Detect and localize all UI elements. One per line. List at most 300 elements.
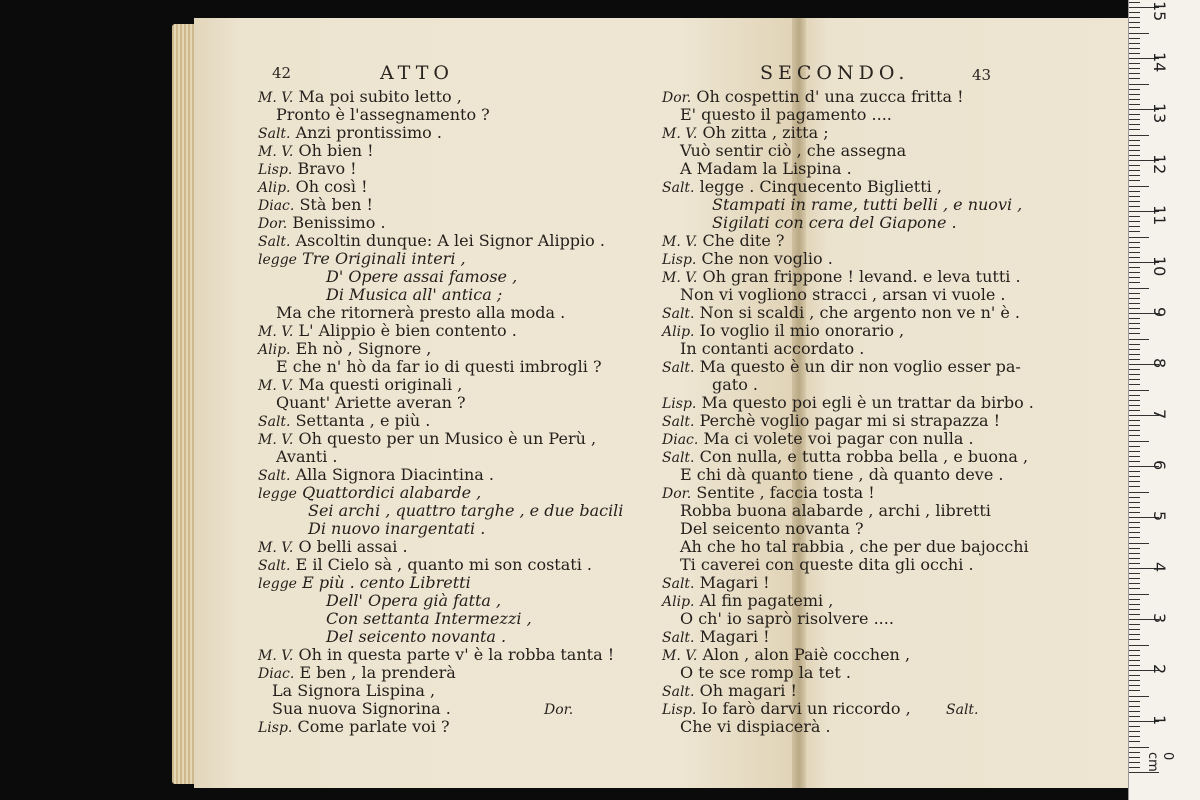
line-text: Pronto è l'assegnamento ?: [276, 105, 490, 124]
ruler-tick: [1129, 451, 1140, 452]
ruler-tick: [1129, 63, 1140, 64]
line-text: E' questo il pagamento ....: [680, 105, 892, 124]
line-text: Sua nuova Signorina .: [272, 699, 451, 718]
line-text: E chi dà quanto tiene , dà quanto deve .: [680, 465, 1004, 484]
ruler-number: 8: [1150, 358, 1169, 369]
ruler-tick: [1129, 68, 1140, 69]
line-text: Sentite , faccia tosta !: [696, 483, 875, 502]
line-text: Che vi dispiacerà .: [680, 717, 831, 736]
ruler-tick: [1129, 522, 1140, 523]
text-line: [712, 376, 758, 394]
text-line: [258, 718, 450, 737]
ruler-tick: [1129, 537, 1140, 538]
ruler-tick: [1129, 186, 1149, 187]
speaker-label: legge: [258, 576, 297, 592]
ruler-tick: [1129, 298, 1140, 299]
text-line: [680, 286, 1006, 304]
ruler-tick: [1129, 94, 1140, 95]
line-text: legge . Cinquecento Biglietti ,: [699, 177, 942, 196]
speaker-label: Lisp.: [662, 396, 697, 412]
speaker-label: Salt.: [662, 180, 695, 196]
ruler-tick: [1129, 379, 1140, 380]
ruler-tick: [1129, 384, 1140, 385]
ruler-number: 14: [1150, 52, 1169, 73]
speaker-label: Lisp.: [258, 162, 293, 178]
right-catchword: Salt.: [946, 702, 979, 718]
left-catchword: Dor.: [544, 702, 574, 718]
line-text: Oh cospettin d' una zucca fritta !: [696, 87, 964, 106]
ruler-tick: [1129, 553, 1140, 554]
speaker-label: M. V.: [662, 648, 698, 664]
line-text: Ma poi subito letto ,: [298, 87, 462, 106]
speaker-label: Lisp.: [258, 720, 293, 736]
speaker-label: M. V.: [258, 378, 294, 394]
ruler-tick: [1129, 405, 1140, 406]
speaker-label: Diac.: [662, 432, 699, 448]
ruler-tick: [1129, 323, 1140, 324]
ruler-tick: [1129, 435, 1140, 436]
ruler-tick: [1129, 599, 1140, 600]
line-text: Magari !: [699, 573, 770, 592]
ruler-tick: [1129, 99, 1140, 100]
speaker-label: Alip.: [662, 594, 695, 610]
ruler-tick: [1129, 532, 1140, 533]
ruler-tick: [1129, 527, 1140, 528]
ruler-tick: [1129, 33, 1149, 34]
line-text: Di nuovo inargentati .: [308, 519, 486, 538]
text-line: [276, 394, 466, 412]
speaker-label: Dor.: [662, 90, 692, 106]
line-text: In contanti accordato .: [680, 339, 865, 358]
ruler-tick: [1129, 354, 1140, 355]
ruler-tick: [1129, 588, 1140, 589]
line-text: Bravo !: [297, 159, 357, 178]
ruler-number: 15: [1150, 1, 1169, 22]
text-line: [276, 358, 602, 376]
ruler-number: 11: [1150, 205, 1169, 226]
right-page-number: 43: [972, 66, 992, 84]
text-line: [680, 142, 906, 160]
text-line: [680, 340, 864, 358]
line-text: Con nulla, e tutta robba bella , e buona ,: [699, 447, 1029, 466]
ruler-number: 2: [1150, 664, 1169, 675]
ruler-tick: [1129, 359, 1140, 360]
ruler-tick: [1129, 282, 1140, 283]
speaker-label: M. V.: [258, 324, 294, 340]
line-text: Ma che ritornerà presto alla moda .: [276, 303, 566, 322]
ruler-tick: [1129, 665, 1140, 666]
ruler-tick: [1129, 629, 1140, 630]
ruler-tick: [1129, 507, 1140, 508]
line-text: Vuò sentir ciò , che assegna: [680, 141, 907, 160]
ruler-tick: [1129, 247, 1140, 248]
ruler-tick: [1129, 690, 1140, 691]
ruler-tick: [1129, 741, 1140, 742]
ruler-tick: [1129, 578, 1140, 579]
speaker-label: M. V.: [662, 234, 698, 250]
ruler-tick: [1129, 206, 1140, 207]
speaker-label: M. V.: [258, 432, 294, 448]
ruler-tick: [1129, 594, 1149, 595]
ruler-number: 7: [1150, 409, 1169, 420]
ruler-tick: [1129, 12, 1140, 13]
ruler-tick: [1129, 696, 1149, 697]
line-text: Oh bien !: [298, 141, 374, 160]
text-line: [680, 502, 991, 520]
ruler-number: 9: [1150, 307, 1169, 318]
ruler-tick: [1129, 752, 1140, 753]
ruler-tick: [1129, 430, 1140, 431]
ruler-number: 12: [1150, 154, 1169, 175]
speaker-label: Salt.: [662, 684, 695, 700]
speaker-label: Salt.: [662, 576, 695, 592]
speaker-label: Salt.: [258, 234, 291, 250]
line-text: Ma questi originali ,: [298, 375, 463, 394]
speaker-label: Alip.: [258, 342, 291, 358]
text-line: [326, 286, 502, 304]
ruler-tick: [1129, 165, 1140, 166]
ruler-tick: [1129, 762, 1140, 763]
line-text: Ma questo poi egli è un trattar da birbo .: [701, 393, 1034, 412]
ruler-tick: [1129, 17, 1140, 18]
speaker-label: M. V.: [258, 540, 294, 556]
ruler-tick: [1129, 73, 1140, 74]
line-text: Ah che ho tal rabbia , che per due bajocchi: [680, 537, 1029, 556]
line-text: Non si scaldi , che argento non ve n' è .: [699, 303, 1020, 322]
line-text: Non vi vogliono stracci , arsan vi vuole .: [680, 285, 1006, 304]
ruler-tick: [1129, 201, 1140, 202]
ruler-tick: [1129, 308, 1140, 309]
ruler-tick: [1129, 680, 1140, 681]
speaker-label: Salt.: [258, 126, 291, 142]
ruler-tick: [1129, 634, 1140, 635]
text-line: [308, 520, 485, 538]
speaker-label: M. V.: [258, 90, 294, 106]
line-text: Come parlate voi ?: [297, 717, 450, 736]
text-line: [680, 538, 1029, 556]
ruler-tick: [1129, 170, 1140, 171]
line-text: Stà ben !: [299, 195, 373, 214]
line-text: Sigilati con cera del Giapone .: [712, 213, 957, 232]
ruler-tick: [1129, 731, 1140, 732]
ruler-tick: [1129, 150, 1140, 151]
text-line: [680, 520, 864, 538]
line-text: La Signora Lispina ,: [272, 681, 436, 700]
text-line: [326, 610, 532, 628]
ruler-tick: [1129, 425, 1140, 426]
line-text: Perchè voglio pagar mi si strapazza !: [699, 411, 1001, 430]
ruler-tick: [1129, 231, 1140, 232]
ruler-tick: [1129, 180, 1140, 181]
ruler-number: 10: [1150, 256, 1169, 277]
ruler-tick: [1129, 318, 1140, 319]
speaker-label: Salt.: [258, 558, 291, 574]
ruler-tick: [1129, 726, 1140, 727]
speaker-label: Alip.: [662, 324, 695, 340]
speaker-label: Lisp.: [662, 252, 697, 268]
ruler-tick: [1129, 461, 1140, 462]
ruler-tick: [1129, 2, 1140, 3]
speaker-label: Lisp.: [662, 702, 697, 718]
line-text: Con settanta Intermezzi ,: [326, 609, 532, 628]
line-text: Tre Originali interi ,: [302, 249, 466, 268]
ruler-tick: [1129, 757, 1140, 758]
ruler-tick: [1129, 543, 1149, 544]
ruler-tick: [1129, 624, 1140, 625]
ruler-number: 5: [1150, 511, 1169, 522]
ruler-tick: [1129, 124, 1140, 125]
line-text: Magari !: [699, 627, 770, 646]
ruler-tick: [1129, 476, 1140, 477]
ruler-tick: [1129, 583, 1140, 584]
ruler-tick: [1129, 237, 1149, 238]
ruler-tick: [1129, 660, 1140, 661]
ruler-tick: [1129, 701, 1140, 702]
speaker-label: Salt.: [258, 468, 291, 484]
ruler-tick: [1129, 548, 1140, 549]
line-text: Anzi prontissimo .: [295, 123, 442, 142]
ruler-number: 4: [1150, 562, 1169, 573]
ruler-number: 13: [1150, 103, 1169, 124]
speaker-label: legge: [258, 252, 297, 268]
ruler-tick: [1129, 711, 1140, 712]
line-text: Sei archi , quattro targhe , e due bacili: [308, 501, 624, 520]
text-line: [712, 196, 1022, 214]
line-text: Alon , alon Paiè cocchen ,: [702, 645, 911, 664]
ruler-tick: [1129, 22, 1140, 23]
ruler-tick: [1129, 293, 1140, 294]
text-line: [680, 664, 851, 682]
speaker-label: Salt.: [662, 450, 695, 466]
line-text: Oh zitta , zitta ;: [702, 123, 829, 142]
speaker-label: Alip.: [258, 180, 291, 196]
ruler-tick: [1129, 400, 1140, 401]
line-text: Avanti .: [276, 447, 338, 466]
ruler-tick: [1129, 685, 1140, 686]
line-text: Benissimo .: [292, 213, 386, 232]
line-text: E il Cielo sà , quanto mi son costati .: [295, 555, 592, 574]
line-text: Stampati in rame, tutti belli , e nuovi ,: [712, 195, 1023, 214]
ruler-tick: [1129, 604, 1140, 605]
line-text: D' Opere assai famose ,: [326, 267, 518, 286]
text-line: [326, 592, 501, 610]
ruler-tick: [1129, 277, 1140, 278]
text-line: [276, 448, 338, 466]
ruler-tick: [1129, 558, 1140, 559]
ruler-tick: [1129, 573, 1140, 574]
line-text: Settanta , e più .: [295, 411, 431, 430]
line-text: O te sce romp la tet .: [680, 663, 851, 682]
line-text: Di Musica all' antica ;: [326, 285, 503, 304]
ruler-tick: [1129, 175, 1140, 176]
text-line: [680, 106, 892, 124]
ruler-tick: [1129, 481, 1140, 482]
ruler-tick: [1129, 272, 1140, 273]
ruler-tick: [1129, 242, 1140, 243]
text-line: [680, 556, 974, 574]
text-line: [272, 682, 435, 700]
ruler-tick: [1129, 369, 1140, 370]
ruler-number: 1: [1150, 715, 1169, 726]
line-text: Robba buona alabarde , archi , libretti: [680, 501, 991, 520]
ruler-tick: [1129, 410, 1140, 411]
line-text: Al fin pagatemi ,: [699, 591, 834, 610]
ruler-tick: [1129, 119, 1140, 120]
text-line: [680, 160, 852, 178]
ruler-tick: [1129, 374, 1140, 375]
ruler-tick: [1129, 145, 1140, 146]
speaker-label: legge: [258, 486, 297, 502]
line-text: Oh magari !: [699, 681, 797, 700]
ruler-tick: [1129, 53, 1140, 54]
speaker-label: Salt.: [662, 360, 695, 376]
line-text: O ch' io saprò risolvere ....: [680, 609, 894, 628]
line-text: Oh questo per un Musico è un Perù ,: [298, 429, 597, 448]
left-page-number: 42: [272, 64, 292, 82]
ruler-tick: [1129, 114, 1140, 115]
text-line: [272, 700, 451, 718]
ruler-tick: [1129, 333, 1140, 334]
ruler-tick: [1129, 43, 1140, 44]
ruler-tick: [1129, 89, 1140, 90]
ruler-tick: [1129, 155, 1140, 156]
line-text: Del seicento novanta ?: [680, 519, 864, 538]
ruler-tick: [1129, 84, 1149, 85]
ruler-tick: [1129, 221, 1140, 222]
ruler-tick: [1129, 747, 1149, 748]
ruler-tick: [1129, 78, 1140, 79]
line-text: O belli assai .: [298, 537, 408, 556]
ruler-tick: [1129, 655, 1140, 656]
line-text: Che dite ?: [702, 231, 785, 250]
line-text: Che non voglio .: [701, 249, 833, 268]
line-text: Del seicento novanta .: [326, 627, 507, 646]
ruler-tick: [1129, 328, 1140, 329]
ruler-tick: [1129, 390, 1149, 391]
ruler-tick: [1129, 486, 1140, 487]
speaker-label: M. V.: [662, 126, 698, 142]
ruler-tick: [1129, 303, 1140, 304]
ruler-tick: [1129, 38, 1140, 39]
line-text: Dell' Opera già fatta ,: [326, 591, 502, 610]
line-text: Quant' Ariette averan ?: [276, 393, 466, 412]
text-line: [276, 304, 565, 322]
speaker-label: Salt.: [662, 414, 695, 430]
ruler-tick: [1129, 288, 1149, 289]
ruler-tick: [1129, 135, 1149, 136]
ruler-tick: [1129, 563, 1140, 564]
line-text: gato .: [712, 375, 759, 394]
left-running-header: ATTO: [380, 62, 454, 84]
speaker-label: Salt.: [258, 414, 291, 430]
text-line: [712, 214, 957, 232]
line-text: Io farò darvi un riccordo ,: [701, 699, 911, 718]
ruler-tick: [1129, 609, 1140, 610]
ruler-tick: [1129, 420, 1140, 421]
ruler-tick: [1129, 48, 1140, 49]
ruler-tick: [1129, 736, 1140, 737]
ruler-tick: [1129, 27, 1140, 28]
ruler-tick: [1129, 216, 1140, 217]
line-text: Oh in questa parte v' è la robba tanta !: [298, 645, 615, 664]
speaker-label: Dor.: [662, 486, 692, 502]
line-text: Io voglio il mio onorario ,: [699, 321, 905, 340]
ruler-tick: [1129, 395, 1140, 396]
text-line: [680, 718, 831, 736]
text-line: [308, 502, 623, 520]
ruler-unit-label: 0 cm: [1145, 752, 1175, 772]
line-text: Quattordici alabarde ,: [302, 483, 482, 502]
ruler-tick: [1129, 502, 1140, 503]
line-text: L' Alippio è bien contento .: [298, 321, 517, 340]
speaker-label: Salt.: [662, 306, 695, 322]
line-text: Alla Signora Diacintina .: [295, 465, 494, 484]
line-text: Ma questo è un dir non voglio esser pa-: [699, 357, 1021, 376]
ruler-tick: [1129, 140, 1140, 141]
ruler-tick: [1129, 252, 1140, 253]
line-text: Ascoltin dunque: A lei Signor Alippio .: [295, 231, 605, 250]
ruler-number: 6: [1150, 460, 1169, 471]
text-line: [680, 466, 1003, 484]
ruler-tick: [1129, 497, 1140, 498]
speaker-label: Salt.: [662, 630, 695, 646]
ruler-tick: [1129, 129, 1140, 130]
measurement-ruler: [1128, 0, 1200, 800]
ruler-tick: [1129, 614, 1140, 615]
ruler-tick: [1129, 339, 1149, 340]
ruler-tick: [1129, 267, 1140, 268]
line-text: A Madam la Lispina .: [680, 159, 852, 178]
ruler-tick: [1129, 471, 1140, 472]
ruler-number: 3: [1150, 613, 1169, 624]
speaker-label: M. V.: [258, 648, 294, 664]
ruler-tick: [1129, 456, 1140, 457]
ruler-tick: [1129, 344, 1140, 345]
line-text: Ti caverei con queste dita gli occhi .: [680, 555, 974, 574]
ruler-tick: [1129, 349, 1140, 350]
line-text: E che n' hò da far io di questi imbrogli ?: [276, 357, 602, 376]
speaker-label: Diac.: [258, 666, 295, 682]
speaker-label: Diac.: [258, 198, 295, 214]
line-text: E ben , la prenderà: [299, 663, 456, 682]
ruler-tick: [1129, 512, 1140, 513]
ruler-tick: [1129, 650, 1140, 651]
ruler-tick: [1129, 675, 1140, 676]
text-line: [326, 628, 506, 646]
right-running-header: SECONDO.: [760, 62, 910, 84]
ruler-tick: [1129, 639, 1140, 640]
ruler-tick: [1129, 706, 1140, 707]
ruler-tick: [1129, 196, 1140, 197]
ruler-tick: [1129, 446, 1140, 447]
ruler-tick: [1129, 226, 1140, 227]
ruler-tick: [1129, 104, 1140, 105]
speaker-label: M. V.: [258, 144, 294, 160]
line-text: Eh nò , Signore ,: [295, 339, 432, 358]
ruler-tick: [1129, 767, 1140, 768]
ruler-tick: [1129, 492, 1149, 493]
speaker-label: Dor.: [258, 216, 288, 232]
ruler-tick: [1129, 191, 1140, 192]
ruler-tick: [1129, 645, 1149, 646]
text-line: [276, 106, 490, 124]
line-text: Oh così !: [295, 177, 368, 196]
ruler-tick: [1129, 257, 1140, 258]
line-text: E più . cento Libretti: [302, 573, 471, 592]
ruler-tick: [1129, 716, 1140, 717]
ruler-tick: [1129, 441, 1149, 442]
speaker-label: M. V.: [662, 270, 698, 286]
